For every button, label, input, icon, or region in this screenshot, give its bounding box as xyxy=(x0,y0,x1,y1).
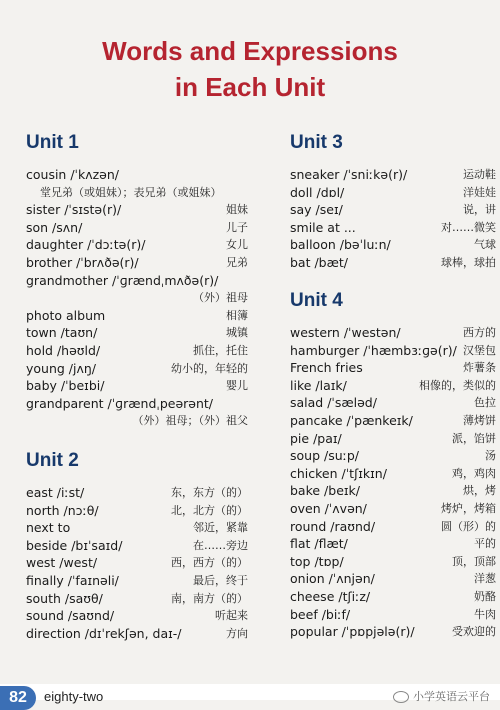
unit-heading: Unit 1 xyxy=(26,132,79,153)
vocab-entry xyxy=(26,554,248,572)
vocab-word: finally /ˈfaɪnəli/ xyxy=(26,573,119,588)
vocab-word: western /ˈwestən/ xyxy=(290,325,401,340)
vocab-meaning: 汉堡包 xyxy=(463,343,496,357)
vocab-meaning: 抓住，托住 xyxy=(193,344,248,357)
vocab-meaning: 洋葱 xyxy=(474,572,496,586)
vocab-meaning: （外）祖母；（外）祖父 xyxy=(132,414,248,428)
vocab-word: balloon /bəˈluːn/ xyxy=(290,237,391,253)
vocab-word: onion /ˈʌnjən/ xyxy=(290,571,375,587)
vocab-entry xyxy=(26,412,248,430)
vocab-entry xyxy=(26,324,248,342)
vocab-meaning: 听起来 xyxy=(215,609,248,623)
page-title-line-1: Words and Expressions xyxy=(102,36,398,66)
vocab-meaning: 运动鞋 xyxy=(463,168,496,181)
vocab-meaning: 受欢迎的 xyxy=(452,625,496,639)
vocab-word: west /west/ xyxy=(26,555,98,571)
vocab-word: direction /dɪˈrekʃən, daɪ-/ xyxy=(26,625,182,641)
vocab-meaning: 北，北方（的） xyxy=(171,503,248,517)
vocab-entry xyxy=(26,219,248,237)
vocab-meaning: 汤 xyxy=(485,449,496,463)
vocab-meaning: 烤炉，烤箱 xyxy=(441,502,496,515)
vocab-meaning: 婴儿 xyxy=(226,379,248,393)
vocab-meaning: 对……微笑 xyxy=(441,220,496,234)
vocab-word: sneaker /ˈsniːkə(r)/ xyxy=(290,167,408,182)
vocab-entry xyxy=(26,307,248,325)
vocab-word: oven /ˈʌvən/ xyxy=(290,501,367,516)
vocab-word: son /sʌn/ xyxy=(26,219,83,235)
vocab-entry xyxy=(290,201,496,219)
watermark-text: 小学英语云平台 xyxy=(413,691,490,703)
vocab-word: say /seɪ/ xyxy=(290,202,343,218)
vocab-entry xyxy=(26,289,248,307)
vocab-meaning: 球棒，球拍 xyxy=(441,256,496,269)
vocab-entry xyxy=(290,359,496,377)
vocab-word: soup /suːp/ xyxy=(290,448,359,464)
vocab-entry xyxy=(26,360,248,378)
vocab-meaning: 城镇 xyxy=(226,326,248,340)
vocab-meaning: 炸薯条 xyxy=(463,361,496,375)
wechat-icon xyxy=(393,691,409,703)
vocab-entry xyxy=(290,570,496,588)
vocab-word: photo album xyxy=(26,307,106,323)
vocab-meaning: 平的 xyxy=(474,537,496,551)
vocab-word: bat /bæt/ xyxy=(290,255,349,270)
vocab-meaning: 方向 xyxy=(226,626,248,640)
vocab-word: French fries xyxy=(290,360,363,376)
vocab-entry xyxy=(290,166,496,184)
vocab-meaning: 相簿 xyxy=(226,308,248,322)
vocab-entry xyxy=(26,502,248,520)
vocab-word: young /jʌŋ/ xyxy=(26,360,97,376)
vocab-word: grandmother /ˈɡrændˌmʌðə(r)/ xyxy=(26,272,219,288)
vocab-meaning: 色拉 xyxy=(474,396,496,410)
vocab-word: grandparent /ˈɡrændˌpeərənt/ xyxy=(26,395,214,411)
vocab-word: next to xyxy=(26,520,71,536)
vocab-entry xyxy=(290,553,496,571)
vocab-word: doll /dɒl/ xyxy=(290,184,345,200)
vocab-entry xyxy=(26,236,248,254)
vocab-word: bake /beɪk/ xyxy=(290,483,360,499)
watermark xyxy=(393,688,490,704)
vocab-word: salad /ˈsæləd/ xyxy=(290,395,377,411)
page-number-words: eighty-two xyxy=(44,689,104,704)
vocab-entry xyxy=(290,254,496,272)
vocab-word: cheese /tʃiːz/ xyxy=(290,589,371,604)
vocab-entry xyxy=(26,377,248,395)
vocab-meaning: 烘，烤 xyxy=(463,484,496,498)
vocab-entry xyxy=(26,201,248,219)
vocab-word: town /taʊn/ xyxy=(26,325,98,341)
page-title-line-2: in Each Unit xyxy=(174,72,326,102)
page-number: 82 xyxy=(0,686,36,710)
vocab-entry xyxy=(290,518,496,536)
vocab-entry xyxy=(26,484,248,502)
unit-heading: Unit 4 xyxy=(290,290,343,311)
vocab-word: sound /saʊnd/ xyxy=(26,608,115,624)
vocab-word: top /tɒp/ xyxy=(290,553,344,569)
vocab-word: daughter /ˈdɔːtə(r)/ xyxy=(26,237,146,253)
vocab-entry xyxy=(26,590,248,608)
vocab-entry xyxy=(290,236,496,254)
vocab-entry xyxy=(290,500,496,518)
vocab-entry xyxy=(290,535,496,553)
vocab-word: sister /ˈsɪstə(r)/ xyxy=(26,202,122,218)
vocab-word: chicken /ˈtʃɪkɪn/ xyxy=(290,465,387,481)
vocab-word: beside /bɪˈsaɪd/ xyxy=(26,537,123,553)
vocab-entry xyxy=(290,588,496,606)
vocab-entry xyxy=(26,519,248,537)
vocab-word: hamburger /ˈhæmbɜːɡə(r)/ xyxy=(290,342,457,358)
vocab-meaning: 薄烤饼 xyxy=(463,414,496,427)
vocab-meaning: 儿子 xyxy=(226,220,248,234)
vocab-meaning: 堂兄弟（或姐妹）；表兄弟（或姐妹） xyxy=(40,185,222,199)
vocab-word: pie /paɪ/ xyxy=(290,430,342,446)
vocab-entry xyxy=(290,324,496,342)
vocab-word: south /saʊθ/ xyxy=(26,590,103,606)
vocab-meaning: 牛肉 xyxy=(474,607,496,621)
vocab-entry xyxy=(26,395,248,413)
vocab-entry xyxy=(26,166,248,184)
vocab-meaning: 东，东方（的） xyxy=(171,486,248,499)
vocab-entry xyxy=(290,377,496,395)
vocab-meaning: 鸡，鸡肉 xyxy=(452,466,496,480)
vocab-entry xyxy=(290,412,496,430)
vocab-word: smile at ... xyxy=(290,219,356,235)
vocab-meaning: 幼小的，年轻的 xyxy=(171,361,248,375)
vocab-entry xyxy=(26,625,248,643)
vocab-entry xyxy=(290,394,496,412)
vocab-word: east /iːst/ xyxy=(26,485,85,500)
vocab-meaning: 气球 xyxy=(474,238,496,252)
vocab-meaning: 洋娃娃 xyxy=(463,185,496,199)
vocab-word: popular /ˈpɒpjələ(r)/ xyxy=(290,624,415,640)
vocab-entry xyxy=(290,342,496,360)
vocab-meaning: 南，南方（的） xyxy=(171,591,248,605)
vocab-word: brother /ˈbrʌðə(r)/ xyxy=(26,255,139,270)
vocab-entry xyxy=(26,272,248,290)
vocab-entry xyxy=(290,219,496,237)
vocab-entry xyxy=(26,572,248,590)
vocab-meaning: 奶酪 xyxy=(474,590,496,603)
vocab-entry xyxy=(26,254,248,272)
unit-heading: Unit 2 xyxy=(26,450,79,471)
vocab-word: round /raʊnd/ xyxy=(290,518,376,534)
vocab-word: pancake /ˈpænkeɪk/ xyxy=(290,413,413,428)
vocab-meaning: 派，馅饼 xyxy=(452,431,496,445)
vocab-meaning: 顶，顶部 xyxy=(452,554,496,568)
vocab-word: cousin /ˈkʌzən/ xyxy=(26,167,119,182)
vocab-word: north /nɔːθ/ xyxy=(26,502,99,518)
vocab-word: beef /biːf/ xyxy=(290,606,351,622)
vocab-word: hold /həʊld/ xyxy=(26,343,101,358)
vocab-entry xyxy=(26,607,248,625)
vocab-entry xyxy=(26,342,248,360)
vocab-meaning: 姐妹 xyxy=(226,203,248,217)
vocab-entry xyxy=(26,537,248,555)
vocab-entry xyxy=(290,430,496,448)
vocab-meaning: 西方的 xyxy=(463,326,496,339)
vocab-meaning: （外）祖母 xyxy=(193,291,248,305)
vocab-entry xyxy=(26,184,248,202)
vocab-entry xyxy=(290,606,496,624)
vocab-word: like /laɪk/ xyxy=(290,377,347,393)
vocab-meaning: 在……旁边 xyxy=(193,538,248,552)
vocab-meaning: 西，西方（的） xyxy=(171,556,248,570)
vocab-word: baby /ˈbeɪbi/ xyxy=(26,378,105,394)
vocab-meaning: 最后，终于 xyxy=(193,574,248,587)
vocab-meaning: 兄弟 xyxy=(226,256,248,269)
vocab-entry xyxy=(290,184,496,202)
vocab-entry xyxy=(290,623,496,641)
vocab-entry xyxy=(290,465,496,483)
unit-heading: Unit 3 xyxy=(290,132,343,153)
vocab-entry xyxy=(290,482,496,500)
vocab-meaning: 说，讲 xyxy=(463,203,496,217)
vocab-meaning: 女儿 xyxy=(226,238,248,252)
vocab-entry xyxy=(290,447,496,465)
vocab-word: flat /flæt/ xyxy=(290,536,348,552)
vocab-meaning: 邻近，紧靠 xyxy=(193,521,248,535)
vocab-meaning: 圆（形）的 xyxy=(441,519,496,533)
vocab-meaning: 相像的，类似的 xyxy=(419,378,496,392)
